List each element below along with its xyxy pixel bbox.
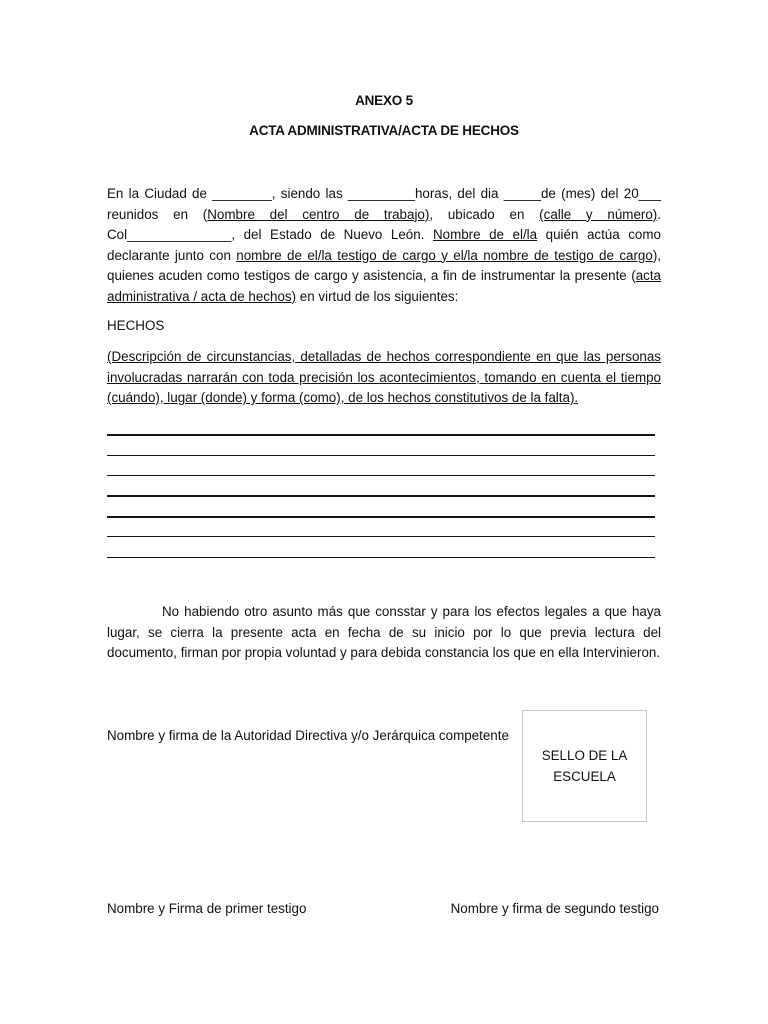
writing-line	[107, 455, 655, 456]
document-title: ACTA ADMINISTRATIVA/ACTA DE HECHOS	[249, 123, 519, 138]
writing-line	[107, 557, 655, 558]
annex-title: ANEXO 5	[355, 93, 413, 108]
writing-line	[107, 536, 655, 537]
writing-line	[107, 434, 655, 436]
closing-paragraph: No habiendo otro asunto más que consstar y para los efectos legales a que haya lugar, se cierra la presente acta en fecha de su inicio por lo que previa lectura del documento, firman por propia voluntad y para debida constancia los que en ella Intervinieron.	[107, 604, 661, 660]
writing-line	[107, 495, 655, 497]
authority-signature-label: Nombre y firma de la Autoridad Directiva y/o Jerárquica competente	[107, 728, 509, 743]
school-stamp-label: SELLO DE LA ESCUELA	[541, 748, 628, 784]
second-witness-signature-label: Nombre y firma de segundo testigo	[450, 901, 659, 916]
writing-line	[107, 516, 655, 518]
writing-line	[107, 475, 655, 476]
intro-paragraph: En la Ciudad de ________, siendo las _________horas, del dia _____de (mes) del 20___ reunidos en (Nombre del centro de trabajo), ubicado en (calle y número). Col______________, del Estado de Nuevo León. Nombre de el/la quién actúa como declarante junto con nombre de el/la testigo de cargo y el/la nombre de testigo de cargo), quienes acuden como testigos de cargo y asistencia, a fin de instrumentar la presente (acta administrativa / acta de hechos) en virtud de los siguientes:	[107, 186, 662, 304]
school-stamp-box	[522, 710, 647, 822]
first-witness-signature-label: Nombre y Firma de primer testigo	[107, 901, 307, 916]
hechos-description: (Descripción de circunstancias, detalladas de hechos correspondiente en que las personas involucradas narrarán con toda precisión los acontecimientos, tomando en cuenta el tiempo (cuándo), lugar (donde) y forma (como), de los hechos constitutivos de la falta).	[107, 349, 661, 405]
hechos-heading: HECHOS	[107, 318, 165, 333]
